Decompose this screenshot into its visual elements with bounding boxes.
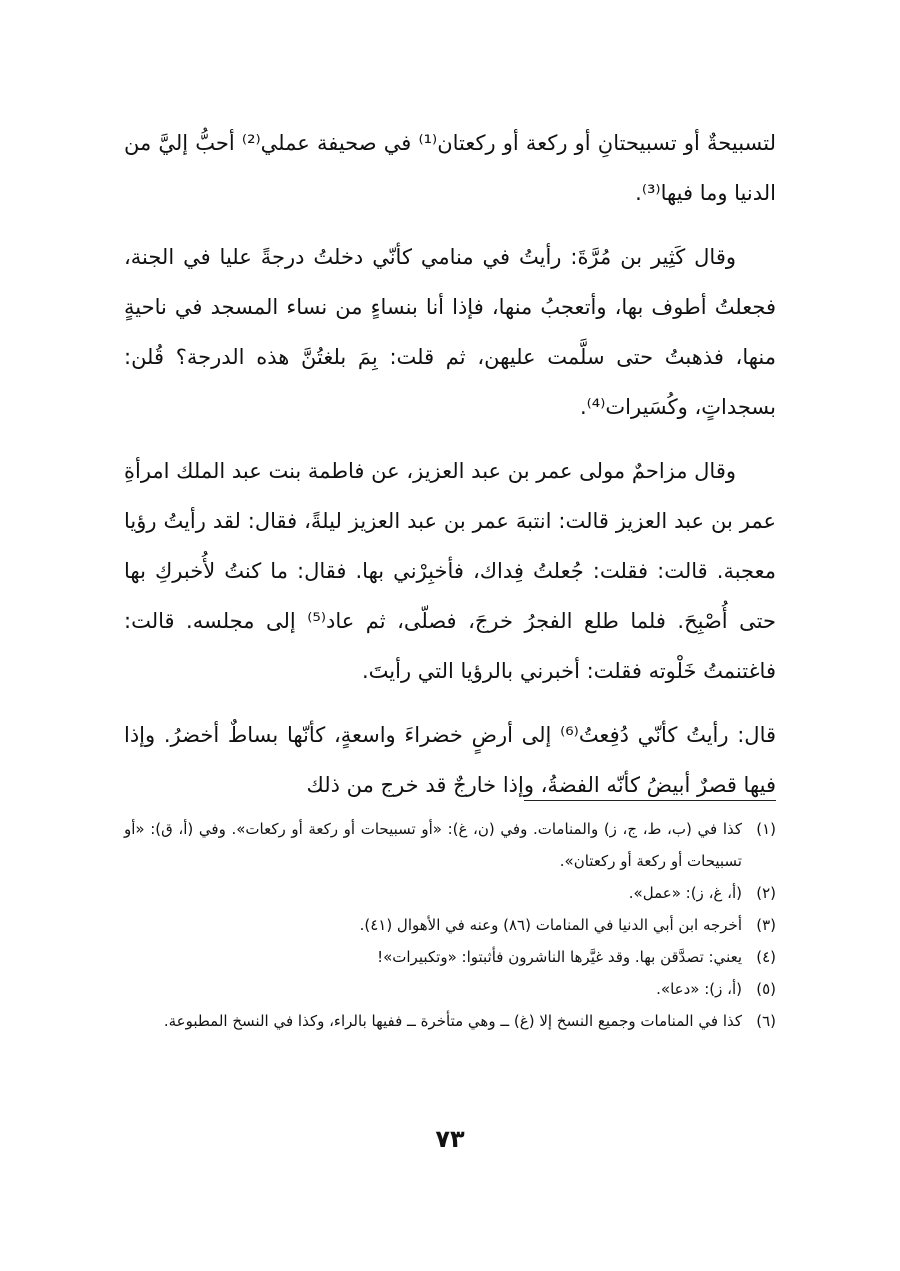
page-number: ٧٣	[435, 1125, 465, 1153]
footnote-1	[124, 813, 776, 877]
paragraph-3: وقال مزاحمٌ مولى عمر بن عبد العزيز، عن فاطمة بنت عبد الملك امرأةِ عمر بن عبد العزيز قالت: انتبهَ عمر بن عبد العزيز ليلةً، فقال: لقد رأيتُ رؤيا معجبة. قالت: فقلت: جُعلتُ فِداك، فأخبِرْني بها. فقال: ما كنتُ لأُخبركِ بها حتى أُصْبِحَ. فلما طلع الفجرُ خرجَ، فصلّى، ثم عاد⁽⁵⁾ إلى مجلسه. قالت: فاغتنمتُ خَلْوته فقلت: أخبرني بالرؤيا التي رأيتَ.	[124, 459, 776, 683]
footnote-6	[124, 1005, 776, 1037]
footnote-number: (٥)	[756, 980, 776, 998]
footnote-text: يعني: تصدَّقن بها. وقد غيَّرها الناشرون فأثبتوا: «وتكبيرات»!	[377, 948, 742, 966]
main-text-body	[124, 118, 776, 824]
footnote-number: (٢)	[756, 884, 776, 902]
footnotes	[124, 813, 776, 1037]
footnote-number: (٦)	[756, 1012, 776, 1030]
footnote-separator	[524, 800, 776, 801]
paragraph-1: لتسبيحةٌ أو تسبيحتانِ أو ركعة أو ركعتان⁽¹⁾ في صحيفة عملي⁽²⁾ أحبُّ إليَّ من الدنيا وما فيها⁽³⁾.	[124, 131, 777, 205]
footnote-text: (أ، ز): «دعا».	[656, 980, 742, 998]
footnote-number: (٤)	[756, 948, 776, 966]
footnote-number: (١)	[756, 820, 776, 838]
footnote-5	[124, 973, 776, 1005]
footnote-text: كذا في (ب، ط، ج، ز) والمنامات. وفي (ن، غ): «أو تسبيحات أو ركعة أو ركعات». وفي (أ، ق): «أو تسبيحات أو ركعة أو ركعتان».	[124, 820, 742, 870]
footnote-3	[124, 909, 776, 941]
footnote-text: أخرجه ابن أبي الدنيا في المنامات (٨٦) وعنه في الأهوال (٤١).	[359, 916, 742, 934]
footnote-number: (٣)	[756, 916, 776, 934]
paragraph-2: وقال كَثِير بن مُرَّةَ: رأيتُ في منامي كأنّي دخلتُ درجةً عليا في الجنة، فجعلتُ أطوف بها، وأتعجبُ منها، فإذا أنا بنساءٍ من نساء المسجد في ناحيةٍ منها، فذهبتُ حتى سلَّمت عليهن، ثم قلت: بِمَ بلغتُنَّ هذه الدرجة؟ قُلن: بسجداتٍ، وكُسَيرات⁽⁴⁾.	[124, 245, 776, 419]
footnote-4	[124, 941, 776, 973]
paragraph-4: قال: رأيتُ كأنّي دُفِعتُ⁽⁶⁾ إلى أرضٍ خضراءَ واسعةٍ، كأنّها بساطٌ أخضرُ. وإذا فيها قصرٌ أبيضُ كأنّه الفضةُ، وإذا خارجٌ قد خرج من ذلك	[124, 723, 777, 797]
footnote-2	[124, 877, 776, 909]
footnote-text: (أ، غ، ز): «عمل».	[628, 884, 742, 902]
footnote-text: كذا في المنامات وجميع النسخ إلا (غ) ــ وهي متأخرة ــ ففيها بالراء، وكذا في النسخ المطبوعة.	[163, 1012, 742, 1030]
